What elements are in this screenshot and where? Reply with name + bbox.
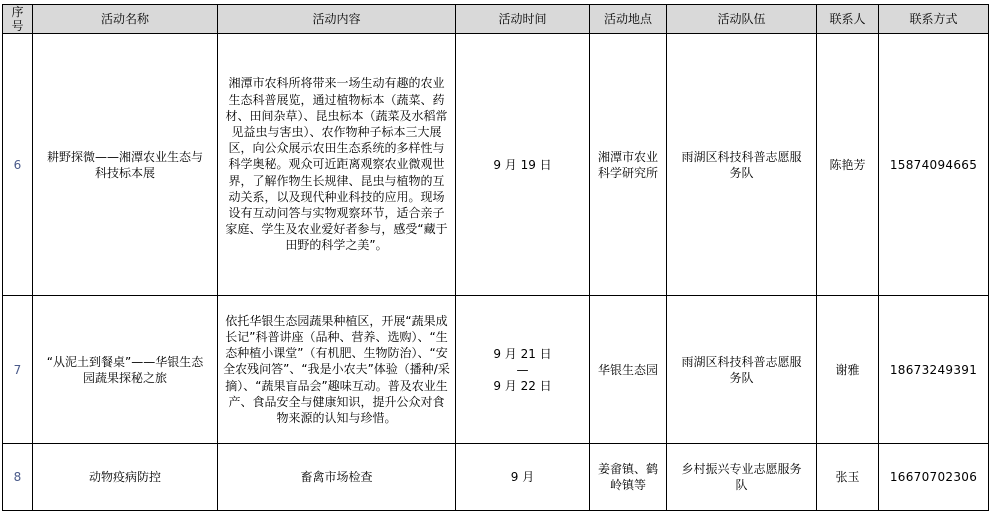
- time-line: 9 月 22 日: [493, 378, 552, 393]
- row-activity-time: [456, 296, 590, 444]
- header-activity-place: 活动地点: [590, 5, 667, 34]
- time-line: 9 月: [510, 470, 535, 484]
- header-contact: 联系人: [817, 5, 879, 34]
- row-contact: 张玉: [817, 444, 879, 511]
- table-row: [3, 296, 989, 444]
- time-line: 9 月 21 日: [493, 346, 552, 361]
- header-activity-name: 活动名称: [33, 5, 218, 34]
- table-row: [3, 444, 989, 511]
- time-line: —: [516, 362, 529, 377]
- header-phone: 联系方式: [879, 5, 989, 34]
- row-activity-time: [456, 34, 590, 296]
- header-index: 序号: [3, 5, 33, 34]
- row-activity-time: [456, 444, 590, 511]
- row-phone: 18673249391: [879, 296, 989, 444]
- row-activity-content: 湘潭市农科所将带来一场生动有趣的农业生态科普展览，通过植物标本（蔬菜、药材、田间杂草）、昆虫标本（蔬菜及水稻常见益虫与害虫）、农作物种子标本三大展区，向公众展示农田生态系统的多样性与科学奥秘。观众可近距离观察农业微观世界，了解作物生长规律、昆虫与植物的互动关系，以及现代种业科技的应用。现场设有互动问答与实物观察环节，适合亲子家庭、学生及农业爱好者参与，感受“藏于田野的科学之美”。: [218, 34, 456, 296]
- row-activity-name: 耕野探微——湘潭农业生态与科技标本展: [33, 34, 218, 296]
- row-contact: 陈艳芳: [817, 34, 879, 296]
- table-row: [3, 34, 989, 296]
- row-phone: 16670702306: [879, 444, 989, 511]
- row-contact: 谢雅: [817, 296, 879, 444]
- row-activity-content: 依托华银生态园蔬果种植区，开展“蔬果成长记”科普讲座（品种、营养、选购）、“生态种植小课堂”（有机肥、生物防治）、“安全农残问答”、“我是小农夫”体验（播种/采摘）、“蔬果盲品会”趣味互动。普及农业生产、食品安全与健康知识，提升公众对食物来源的认知与珍惜。: [218, 296, 456, 444]
- row-activity-team: 乡村振兴专业志愿服务队: [667, 444, 817, 511]
- row-activity-name: 动物疫病防控: [33, 444, 218, 511]
- table-header-row: [3, 5, 989, 34]
- row-activity-place: 湘潭市农业科学研究所: [590, 34, 667, 296]
- row-activity-place: 姜畲镇、鹤岭镇等: [590, 444, 667, 511]
- row-index: 6: [3, 34, 33, 296]
- row-activity-place: 华银生态园: [590, 296, 667, 444]
- time-line: 9 月 19 日: [493, 157, 552, 172]
- header-activity-time: 活动时间: [456, 5, 590, 34]
- row-index: 7: [3, 296, 33, 444]
- row-activity-content: 畜禽市场检查: [218, 444, 456, 511]
- header-activity-content: 活动内容: [218, 5, 456, 34]
- activity-table: [2, 4, 989, 511]
- header-activity-team: 活动队伍: [667, 5, 817, 34]
- row-activity-team: 雨湖区科技科普志愿服务队: [667, 34, 817, 296]
- row-index: 8: [3, 444, 33, 511]
- row-phone: 15874094665: [879, 34, 989, 296]
- row-activity-team: 雨湖区科技科普志愿服务队: [667, 296, 817, 444]
- row-activity-name: “从泥土到餐桌”——华银生态园蔬果探秘之旅: [33, 296, 218, 444]
